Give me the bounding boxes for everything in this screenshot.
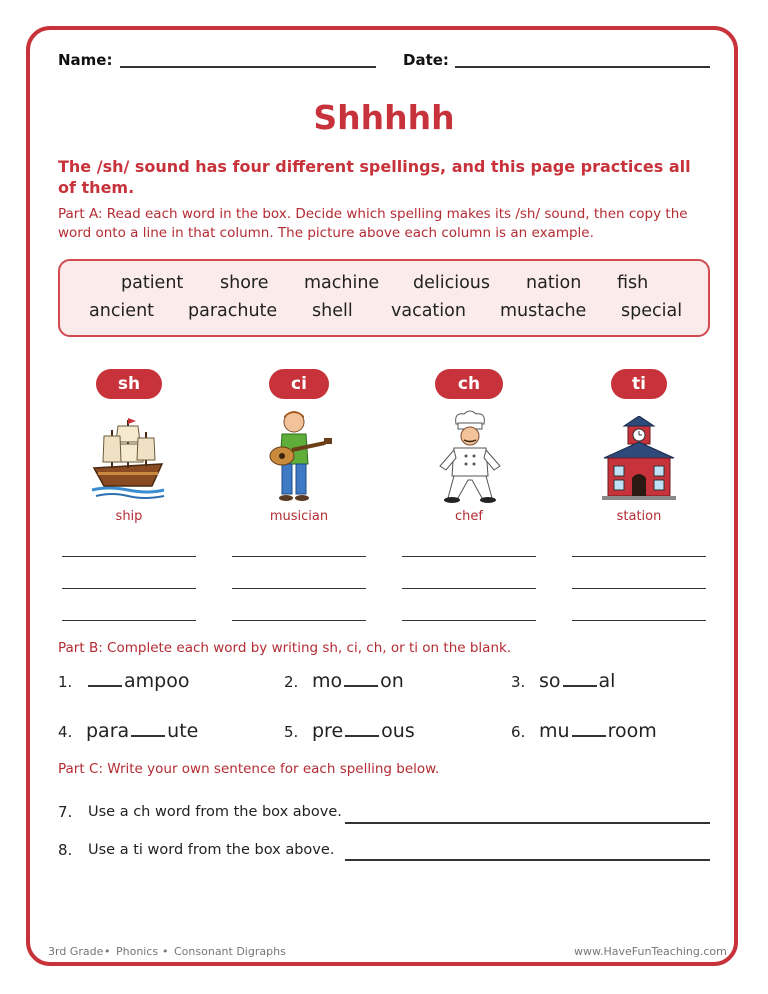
footer-bullet: • [104, 945, 111, 958]
word-end: ous [381, 720, 415, 742]
footer-subject: Phonics [116, 945, 159, 958]
item-number: 7. [58, 803, 73, 821]
item-number: 6. [511, 723, 526, 741]
fill-in-item-1 [86, 670, 189, 692]
fill-in-item-3 [539, 670, 615, 692]
word-box [58, 259, 710, 337]
spelling-pill-ci: ci [269, 369, 329, 399]
fill-blank[interactable] [572, 721, 606, 737]
word-end: al [598, 670, 616, 692]
word-start: mu [539, 720, 570, 742]
item-number: 8. [58, 841, 73, 859]
item-number: 3. [511, 673, 526, 691]
part-c-instructions: Part C: Write your own sentence for each spelling below. [58, 761, 440, 777]
answer-line-sh[interactable] [62, 620, 196, 621]
part-a-instructions: Part A: Read each word in the box. Decide which spelling makes its /sh/ sound, then copy the word onto a line in that column. The picture above each column is an example. [58, 206, 688, 241]
word-end: ampoo [124, 670, 190, 692]
spelling-pill-ch: ch [435, 369, 503, 399]
spelling-pill-sh: sh [96, 369, 162, 399]
word-start: pre [312, 720, 344, 742]
fill-blank[interactable] [131, 721, 165, 737]
example-word-station: station [616, 509, 662, 524]
answer-line-ci[interactable] [232, 556, 366, 557]
fill-blank[interactable] [344, 671, 378, 687]
answer-line-ch[interactable] [402, 620, 536, 621]
word-item: fish [617, 273, 649, 293]
footer-site-link[interactable]: www.HaveFunTeaching.com [574, 945, 727, 958]
answer-line-sh[interactable] [62, 588, 196, 589]
word-start: mo [312, 670, 343, 692]
name-label: Name: [58, 51, 113, 69]
word-end: ute [167, 720, 199, 742]
answer-line-sh[interactable] [62, 556, 196, 557]
sentence-prompt-8: Use a ti word from the box above. [88, 842, 335, 858]
footer-topic: Consonant Digraphs [174, 945, 286, 958]
page-title: Shhhhh [313, 98, 455, 137]
fill-in-item-6 [539, 720, 657, 742]
word-start: so [539, 670, 561, 692]
word-item: mustache [500, 301, 587, 321]
item-number: 4. [58, 723, 73, 741]
fill-in-item-2 [312, 670, 404, 692]
example-word-chef: chef [455, 509, 483, 524]
word-item: shell [312, 301, 353, 321]
fill-blank[interactable] [345, 721, 379, 737]
spelling-pill-ti: ti [611, 369, 667, 399]
sentence-line-7[interactable] [345, 822, 710, 824]
musician-icon [264, 408, 334, 504]
fill-blank[interactable] [88, 671, 122, 687]
name-field[interactable] [120, 66, 376, 68]
word-item: machine [304, 273, 380, 293]
fill-in-item-4 [86, 720, 198, 742]
word-item: vacation [391, 301, 466, 321]
station-icon [602, 416, 676, 500]
sentence-line-8[interactable] [345, 859, 710, 861]
answer-line-ci[interactable] [232, 620, 366, 621]
answer-line-ti[interactable] [572, 620, 706, 621]
sentence-prompt-7: Use a ch word from the box above. [88, 804, 342, 820]
word-start: para [86, 720, 130, 742]
word-item: shore [220, 273, 269, 293]
fill-blank[interactable] [563, 671, 597, 687]
chef-icon [432, 410, 508, 504]
footer-bullet: • [162, 945, 169, 958]
word-end: on [380, 670, 404, 692]
word-end: room [607, 720, 657, 742]
item-number: 5. [284, 723, 299, 741]
date-field[interactable] [455, 66, 710, 68]
answer-line-ch[interactable] [402, 588, 536, 589]
item-number: 2. [284, 673, 299, 691]
answer-line-ch[interactable] [402, 556, 536, 557]
intro-text: The /sh/ sound has four different spellings, and this page practices all of them. [58, 157, 691, 197]
word-item: ancient [89, 301, 155, 321]
answer-line-ti[interactable] [572, 588, 706, 589]
word-item: delicious [413, 273, 490, 293]
word-item: special [621, 301, 683, 321]
word-item: parachute [188, 301, 278, 321]
word-item: nation [526, 273, 582, 293]
ship-icon [88, 414, 168, 500]
date-label: Date: [403, 51, 449, 69]
footer-grade: 3rd Grade [48, 945, 104, 958]
answer-line-ti[interactable] [572, 556, 706, 557]
answer-line-ci[interactable] [232, 588, 366, 589]
example-word-ship: ship [115, 509, 143, 524]
fill-in-item-5 [312, 720, 415, 742]
word-item: patient [121, 273, 184, 293]
part-b-instructions: Part B: Complete each word by writing sh, ci, ch, or ti on the blank. [58, 640, 512, 656]
example-word-musician: musician [269, 509, 329, 524]
item-number: 1. [58, 673, 73, 691]
